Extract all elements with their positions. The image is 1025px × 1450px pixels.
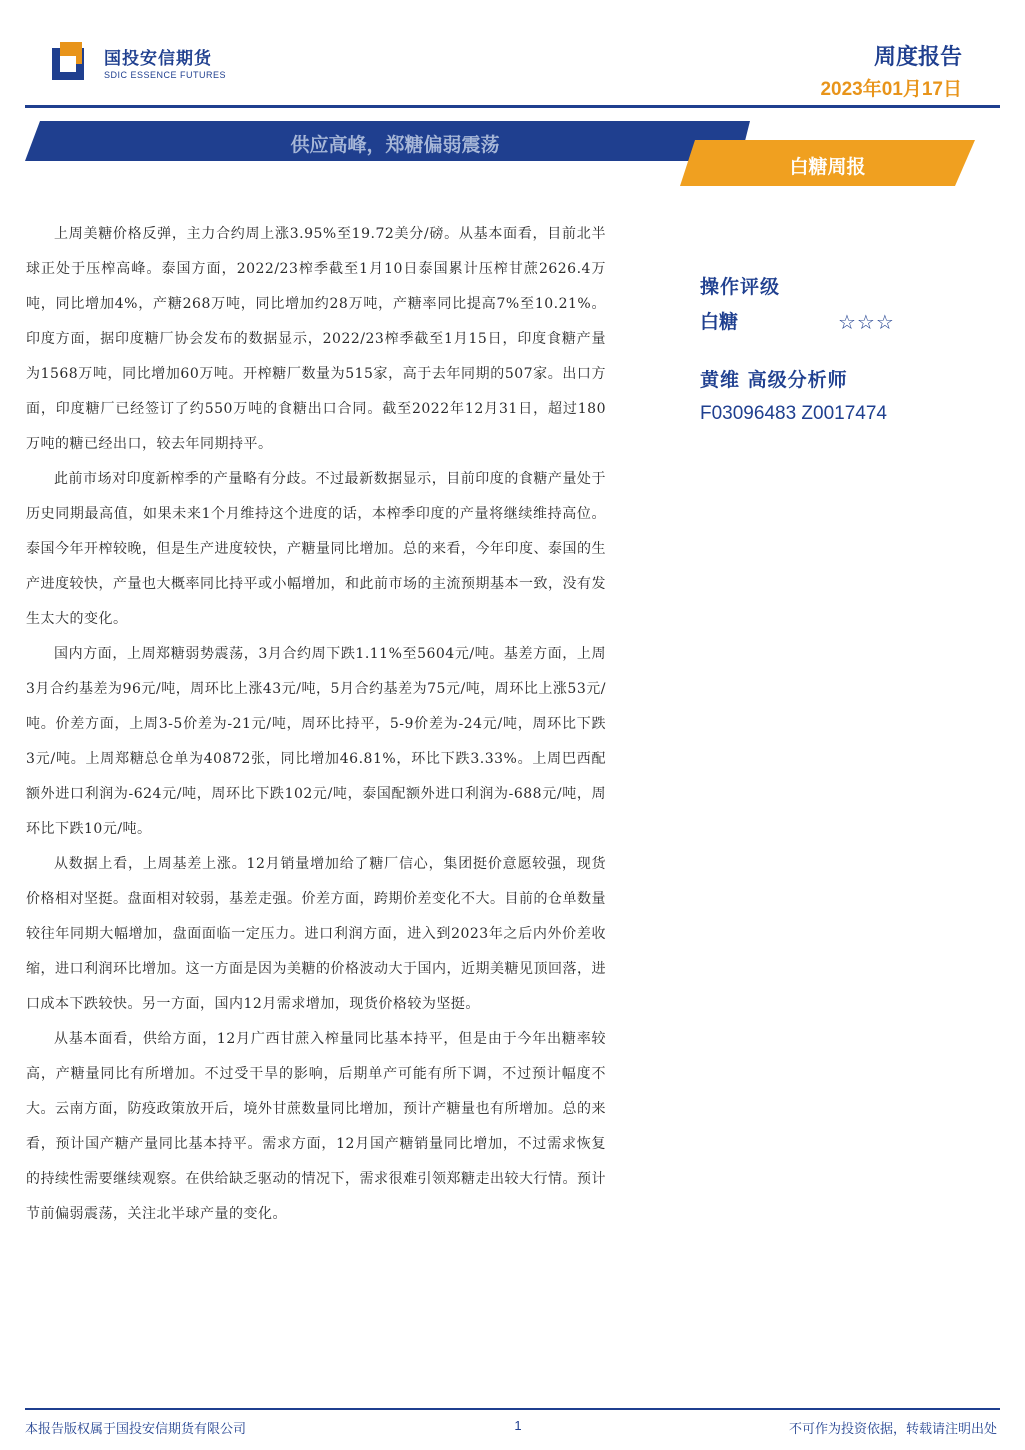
page-number: 1 bbox=[514, 1418, 522, 1433]
footer-copyright: 本报告版权属于国投安信期货有限公司 bbox=[25, 1422, 247, 1437]
body-paragraph: 从基本面看，供给方面，12月广西甘蔗入榨量同比基本持平，但是由于今年出糖率较高，产糖量同比有所增加。不过受干旱的影响，后期单产可能有所下调，不过预计幅度不大。云南方面，防疫政策放开后，境外甘蔗数量同比增加，预计产糖量也有所增加。总的来看，预计国产糖产量同比基本持平。需求方面，12月国产糖销量同比增加，不过需求恢复的持续性需要继续观察。在供给缺乏驱动的情况下，需求很难引领郑糖走出较大行情。预计节前偏弱震荡，关注北半球产量的变化。 bbox=[26, 1031, 606, 1222]
body-paragraph: 此前市场对印度新榨季的产量略有分歧。不过最新数据显示，目前印度的食糖产量处于历史同期最高值，如果未来1个月维持这个进度的话，本榨季印度的产量将继续维持高位。泰国今年开榨较晚，但是生产进度较快，产糖量同比增加。总的来看，今年印度、泰国的生产进度较快，产量也大概率同比持平或小幅增加，和此前市场的主流预期基本一致，没有发生太大的变化。 bbox=[26, 471, 606, 627]
footer-divider bbox=[25, 1408, 1000, 1410]
side-panel bbox=[700, 270, 960, 430]
report-title: 供应高峰，郑糖偏弱震荡 bbox=[290, 134, 500, 156]
rating-heading: 操作评级 bbox=[700, 276, 781, 298]
logo-english-text: SDIC ESSENCE FUTURES bbox=[104, 70, 227, 80]
footer-disclaimer: 不可作为投资依据，转载请注明出处 bbox=[788, 1422, 997, 1437]
rating-item: 白糖 bbox=[700, 311, 739, 333]
body-paragraph: 从数据上看，上周基差上涨。12月销量增加给了糖厂信心，集团挺价意愿较强，现货价格相对坚挺。盘面相对较弱，基差走强。价差方面，跨期价差变化不大。目前的仓单数量较往年同期大幅增加，盘面面临一定压力。进口利润方面，进入到2023年之后内外价差收缩，进口利润环比增加。这一方面是因为美糖的价格波动大于国内，近期美糖见顶回落，进口成本下跌较快。另一方面，国内12月需求增加，现货价格较为坚挺。 bbox=[26, 856, 606, 1012]
report-body bbox=[26, 217, 606, 1232]
report-category-tag: 白糖周报 bbox=[789, 156, 866, 178]
rating-row bbox=[700, 305, 960, 340]
body-paragraph: 上周美糖价格反弹，主力合约周上涨3.95%至19.72美分/磅。从基本面看，目前北半球正处于压榨高峰。泰国方面，2022/23榨季截至1月10日泰国累计压榨甘蔗2626.4万吨，同比增加4%，产糖268万吨，同比增加约28万吨，产糖率同比提高7%至10.21%。印度方面，据印度糖厂协会发布的数据显示，2022/23榨季截至1月15日，印度食糖产量为1568万吨，同比增加60万吨。开榨糖厂数量为515家，高于去年同期的507家。出口方面，印度糖厂已经签订了约550万吨的食糖出口合同。截至2022年12月31日，超过180万吨的糖已经出口，较去年同期持平。 bbox=[26, 226, 606, 452]
report-date: 2023年01月17日 bbox=[820, 79, 962, 100]
logo-chinese-text: 国投安信期货 bbox=[104, 49, 212, 69]
logo-mark-icon bbox=[52, 42, 92, 82]
rating-stars-icon: ☆☆☆ bbox=[838, 310, 895, 334]
analyst-name: 黄维 高级分析师 bbox=[700, 369, 848, 391]
body-paragraph: 国内方面，上周郑糖弱势震荡，3月合约周下跌1.11%至5604元/吨。基差方面，上周3月合约基差为96元/吨，周环比上涨43元/吨，5月合约基差为75元/吨，周环比上涨53元/吨。价差方面，上周3-5价差为-21元/吨，周环比持平，5-9价差为-24元/吨，周环比下跌3元/吨。上周郑糖总仓单为40872张，同比增加46.81%，环比下跌3.33%。上周巴西配额外进口利润为-624元/吨，周环比下跌102元/吨，泰国配额外进口利润为-688元/吨，周环比下跌10元/吨。 bbox=[26, 646, 606, 837]
header-divider bbox=[25, 105, 1000, 108]
analyst-license-ids: F03096483 Z0017474 bbox=[700, 403, 887, 424]
report-type: 周度报告 bbox=[873, 45, 962, 70]
company-logo bbox=[52, 40, 252, 90]
